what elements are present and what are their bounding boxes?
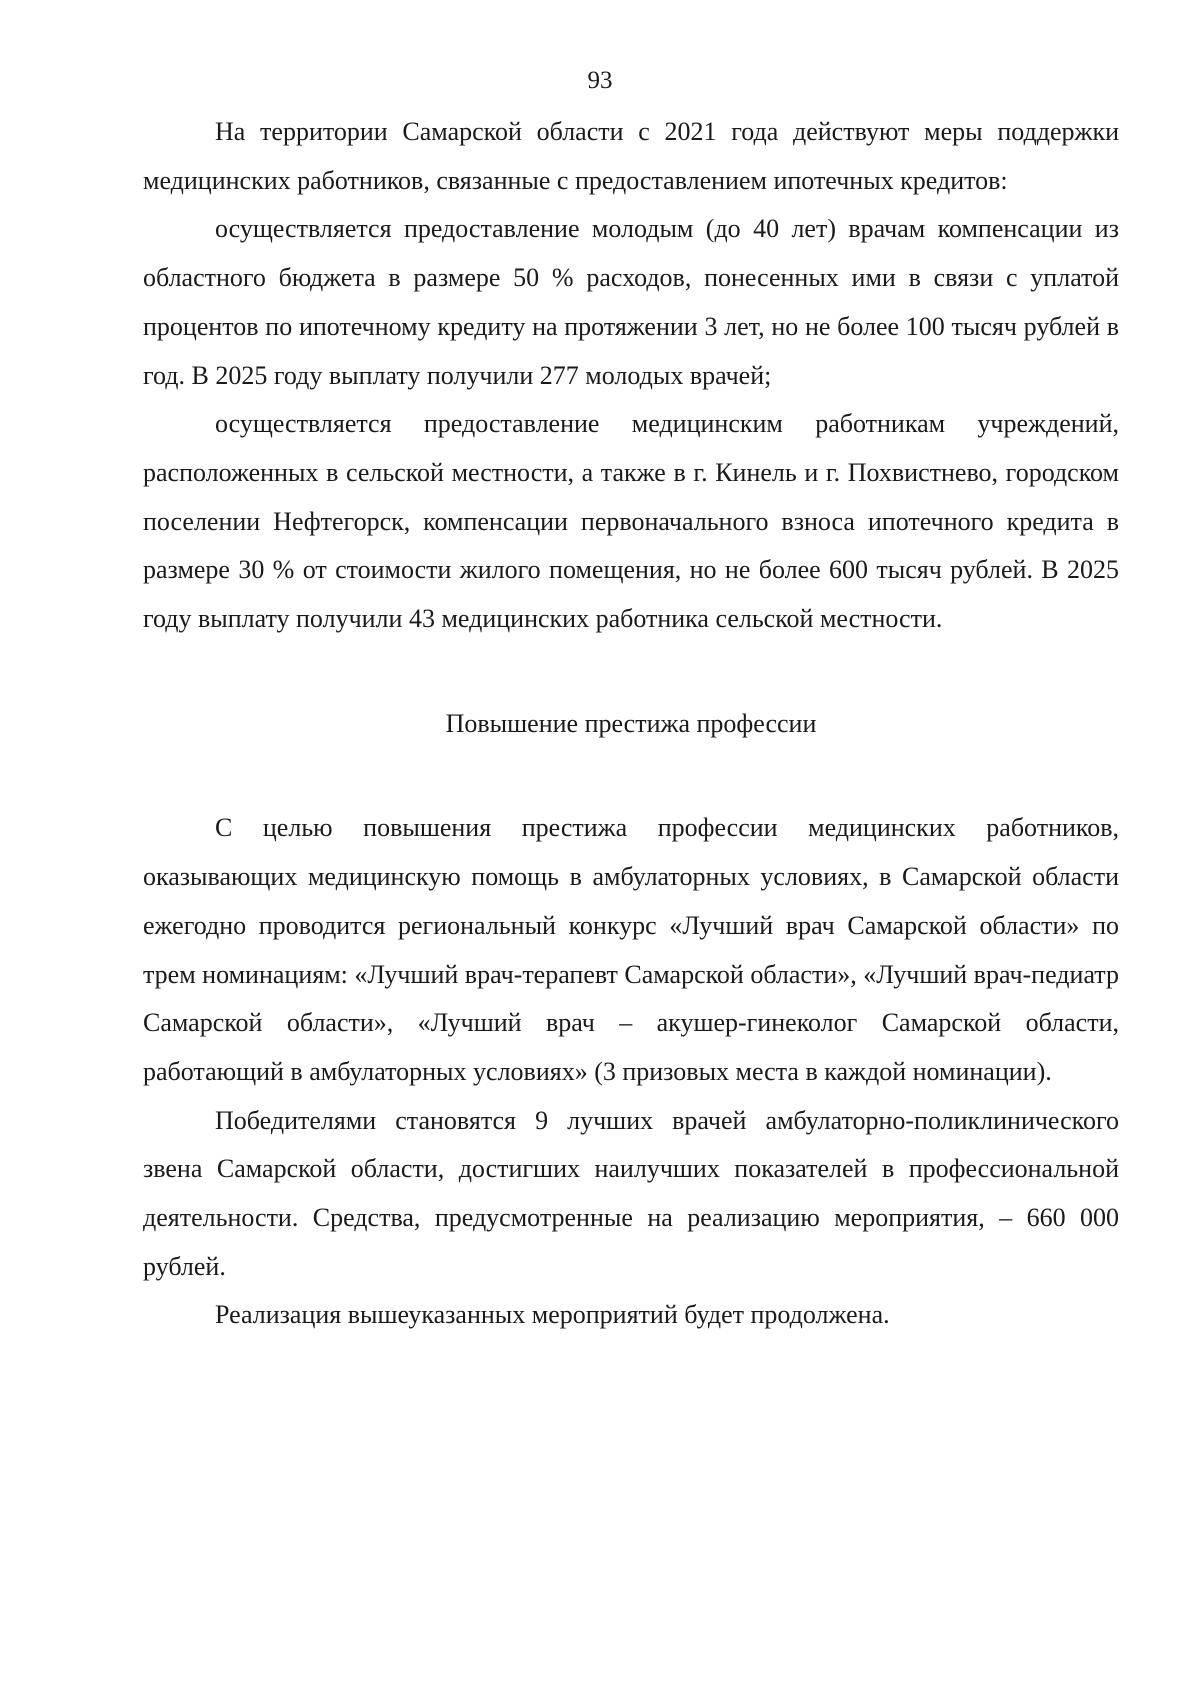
paragraph-young-doctors-compensation: осуществляется предоставление молодым (до 40 лет) врачам компенсации из областного бюджета в размере 50 % расходов, понесенных ими в связи с уплатой процентов по ипотечному кредиту на протяжении 3 лет, но не более 100 тысяч рублей в год. В 2025 году выплату получили 277 молодых врачей; xyxy=(143,214,1119,390)
paragraph-conclusion: Реализация вышеуказанных мероприятий будет продолжена. xyxy=(215,1300,890,1330)
paragraph-rural-workers-compensation: осуществляется предоставление медицинским работникам учреждений, расположенных в сельской местности, а также в г. Кинель и г. Похвистнево, городском поселении Нефтегорск, компенсации первоначального взноса ипотечного кредита в размере 30 % от стоимости жилого помещения, но не более 600 тысяч рублей. В 2025 году выплату получили 43 медицинских работника сельской местности. xyxy=(143,409,1119,634)
document-body xyxy=(143,108,1119,1340)
paragraph-contest: С целью повышения престижа профессии медицинских работников, оказывающих медицинскую помощь в амбулаторных условиях, в Самарской области ежегодно проводится региональный конкурс «Лучший врач Самарской области» по трем номинациям: «Лучший врач-терапевт Самарской области», «Лучший врач-педиатр Самарской области», «Лучший врач – акушер-гинеколог Самарской области, работающий в амбулаторных условиях» (3 призовых места в каждой номинации). xyxy=(143,813,1119,1086)
paragraph-intro: На территории Самарской области с 2021 года действуют меры поддержки медицинских работников, связанные с предоставлением ипотечных кредитов: xyxy=(143,117,1119,195)
page-number: 93 xyxy=(587,67,613,94)
section-heading: Повышение престижа профессии xyxy=(445,708,817,738)
paragraph-winners: Победителями становятся 9 лучших врачей амбулаторно-поликлинического звена Самарской области, достигших наилучших показателей в профессиональной деятельности. Средства, предусмотренные на реализацию мероприятия, – 660 000 рублей. xyxy=(143,1105,1119,1281)
